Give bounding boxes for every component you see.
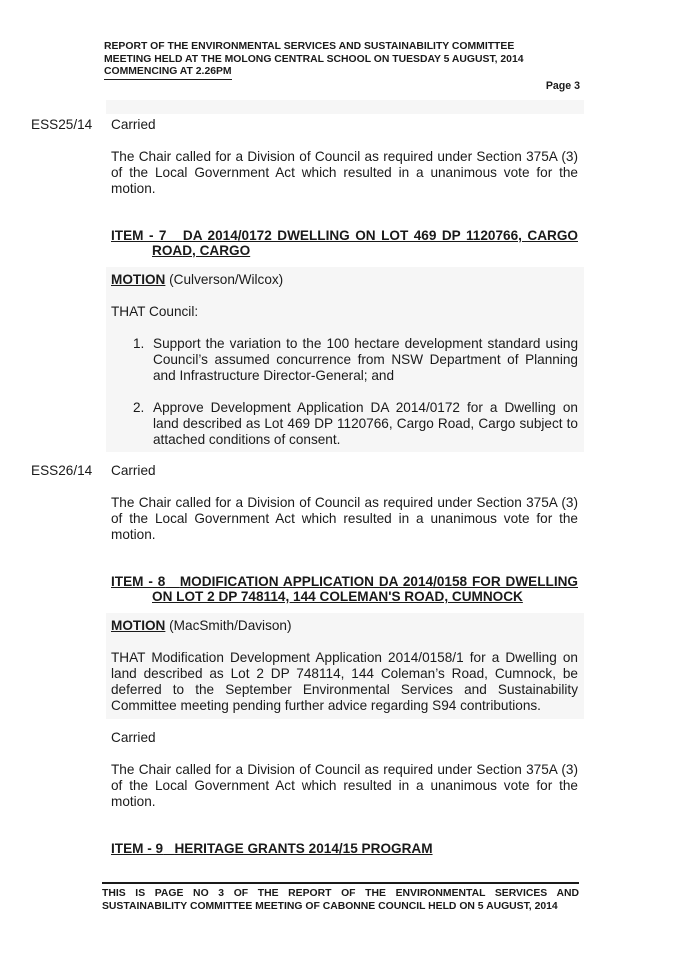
header-line-2: MEETING HELD AT THE MOLONG CENTRAL SCHOOL ON TUESDAY 5 AUGUST, 2014 bbox=[104, 53, 524, 65]
header-line-1: REPORT OF THE ENVIRONMENTAL SERVICES AND SUSTAINABILITY COMMITTEE bbox=[104, 41, 515, 52]
list-item bbox=[133, 336, 578, 384]
item-8-heading bbox=[111, 574, 578, 604]
item-title-cont: ROAD, CARGO bbox=[152, 243, 251, 258]
item-7-heading bbox=[111, 228, 578, 258]
list-text: Support the variation to the 100 hectare development standard using Council’s assumed concurrence from NSW Department of Planning and Infrastructure Director-General; and bbox=[153, 336, 578, 383]
motion-intro: THAT Council: bbox=[111, 304, 199, 319]
resolution-paragraph: THAT Modification Development Application 2014/0158/1 for a Dwelling on land described as Lot 2 DP 748114, 144 Coleman’s Road, Cumnock, be deferred to the September Environmental Services and Sustainability Committee meeting pending further advice regarding S94 contributions. bbox=[111, 650, 578, 713]
motion-movers: (Culverson/Wilcox) bbox=[165, 272, 284, 287]
division-paragraph: The Chair called for a Division of Council as required under Section 375A (3) of the Local Government Act which resulted in a unanimous vote for the motion. bbox=[111, 762, 578, 809]
motion-line bbox=[111, 272, 283, 288]
resolution-ref: ESS26/14 bbox=[31, 463, 93, 478]
list-number: 1. bbox=[133, 336, 145, 351]
motion-label: MOTION bbox=[111, 272, 166, 287]
report-header bbox=[104, 41, 579, 80]
carried-text: Carried bbox=[111, 730, 156, 745]
motion-line bbox=[111, 618, 292, 634]
item-number: ITEM - 9 bbox=[111, 841, 164, 856]
motion-label: MOTION bbox=[111, 618, 166, 633]
item-number: ITEM - 8 bbox=[111, 574, 166, 589]
list-number: 2. bbox=[133, 400, 145, 415]
division-paragraph: The Chair called for a Division of Council as required under Section 375A (3) of the Local Government Act which resulted in a unanimous vote for the motion. bbox=[111, 495, 578, 542]
item-title: DA 2014/0172 DWELLING ON LOT 469 DP 1120766, CARGO bbox=[182, 228, 578, 243]
shaded-band bbox=[106, 100, 584, 114]
division-paragraph: The Chair called for a Division of Council as required under Section 375A (3) of the Local Government Act which resulted in a unanimous vote for the motion. bbox=[111, 149, 578, 196]
item-number: ITEM - 7 bbox=[111, 228, 167, 243]
item-title: MODIFICATION APPLICATION DA 2014/0158 FOR DWELLING bbox=[179, 574, 578, 589]
motion-movers: (MacSmith/Davison) bbox=[165, 618, 292, 633]
page-number: Page 3 bbox=[545, 80, 580, 92]
item-9-heading bbox=[111, 841, 578, 856]
list-text: Approve Development Application DA 2014/0172 for a Dwelling on land described as Lot 469 DP 1120766, Cargo Road, Cargo subject to attached conditions of consent. bbox=[153, 400, 578, 447]
item-title-cont: ON LOT 2 DP 748114, 144 COLEMAN'S ROAD, CUMNOCK bbox=[152, 589, 523, 604]
page-footer: THIS IS PAGE NO 3 OF THE REPORT OF THE ENVIRONMENTAL SERVICES AND SUSTAINABILITY COMMITTEE MEETING OF CABONNE COUNCIL HELD ON 5 AUGUST, 2014 bbox=[102, 882, 579, 913]
resolution-ref: ESS25/14 bbox=[31, 117, 93, 132]
carried-text: Carried bbox=[111, 463, 156, 478]
header-line-3: COMMENCING AT 2.26PM bbox=[104, 66, 232, 80]
item-title: HERITAGE GRANTS 2014/15 PROGRAM bbox=[174, 841, 433, 856]
list-item bbox=[133, 400, 578, 448]
carried-text: Carried bbox=[111, 117, 156, 132]
